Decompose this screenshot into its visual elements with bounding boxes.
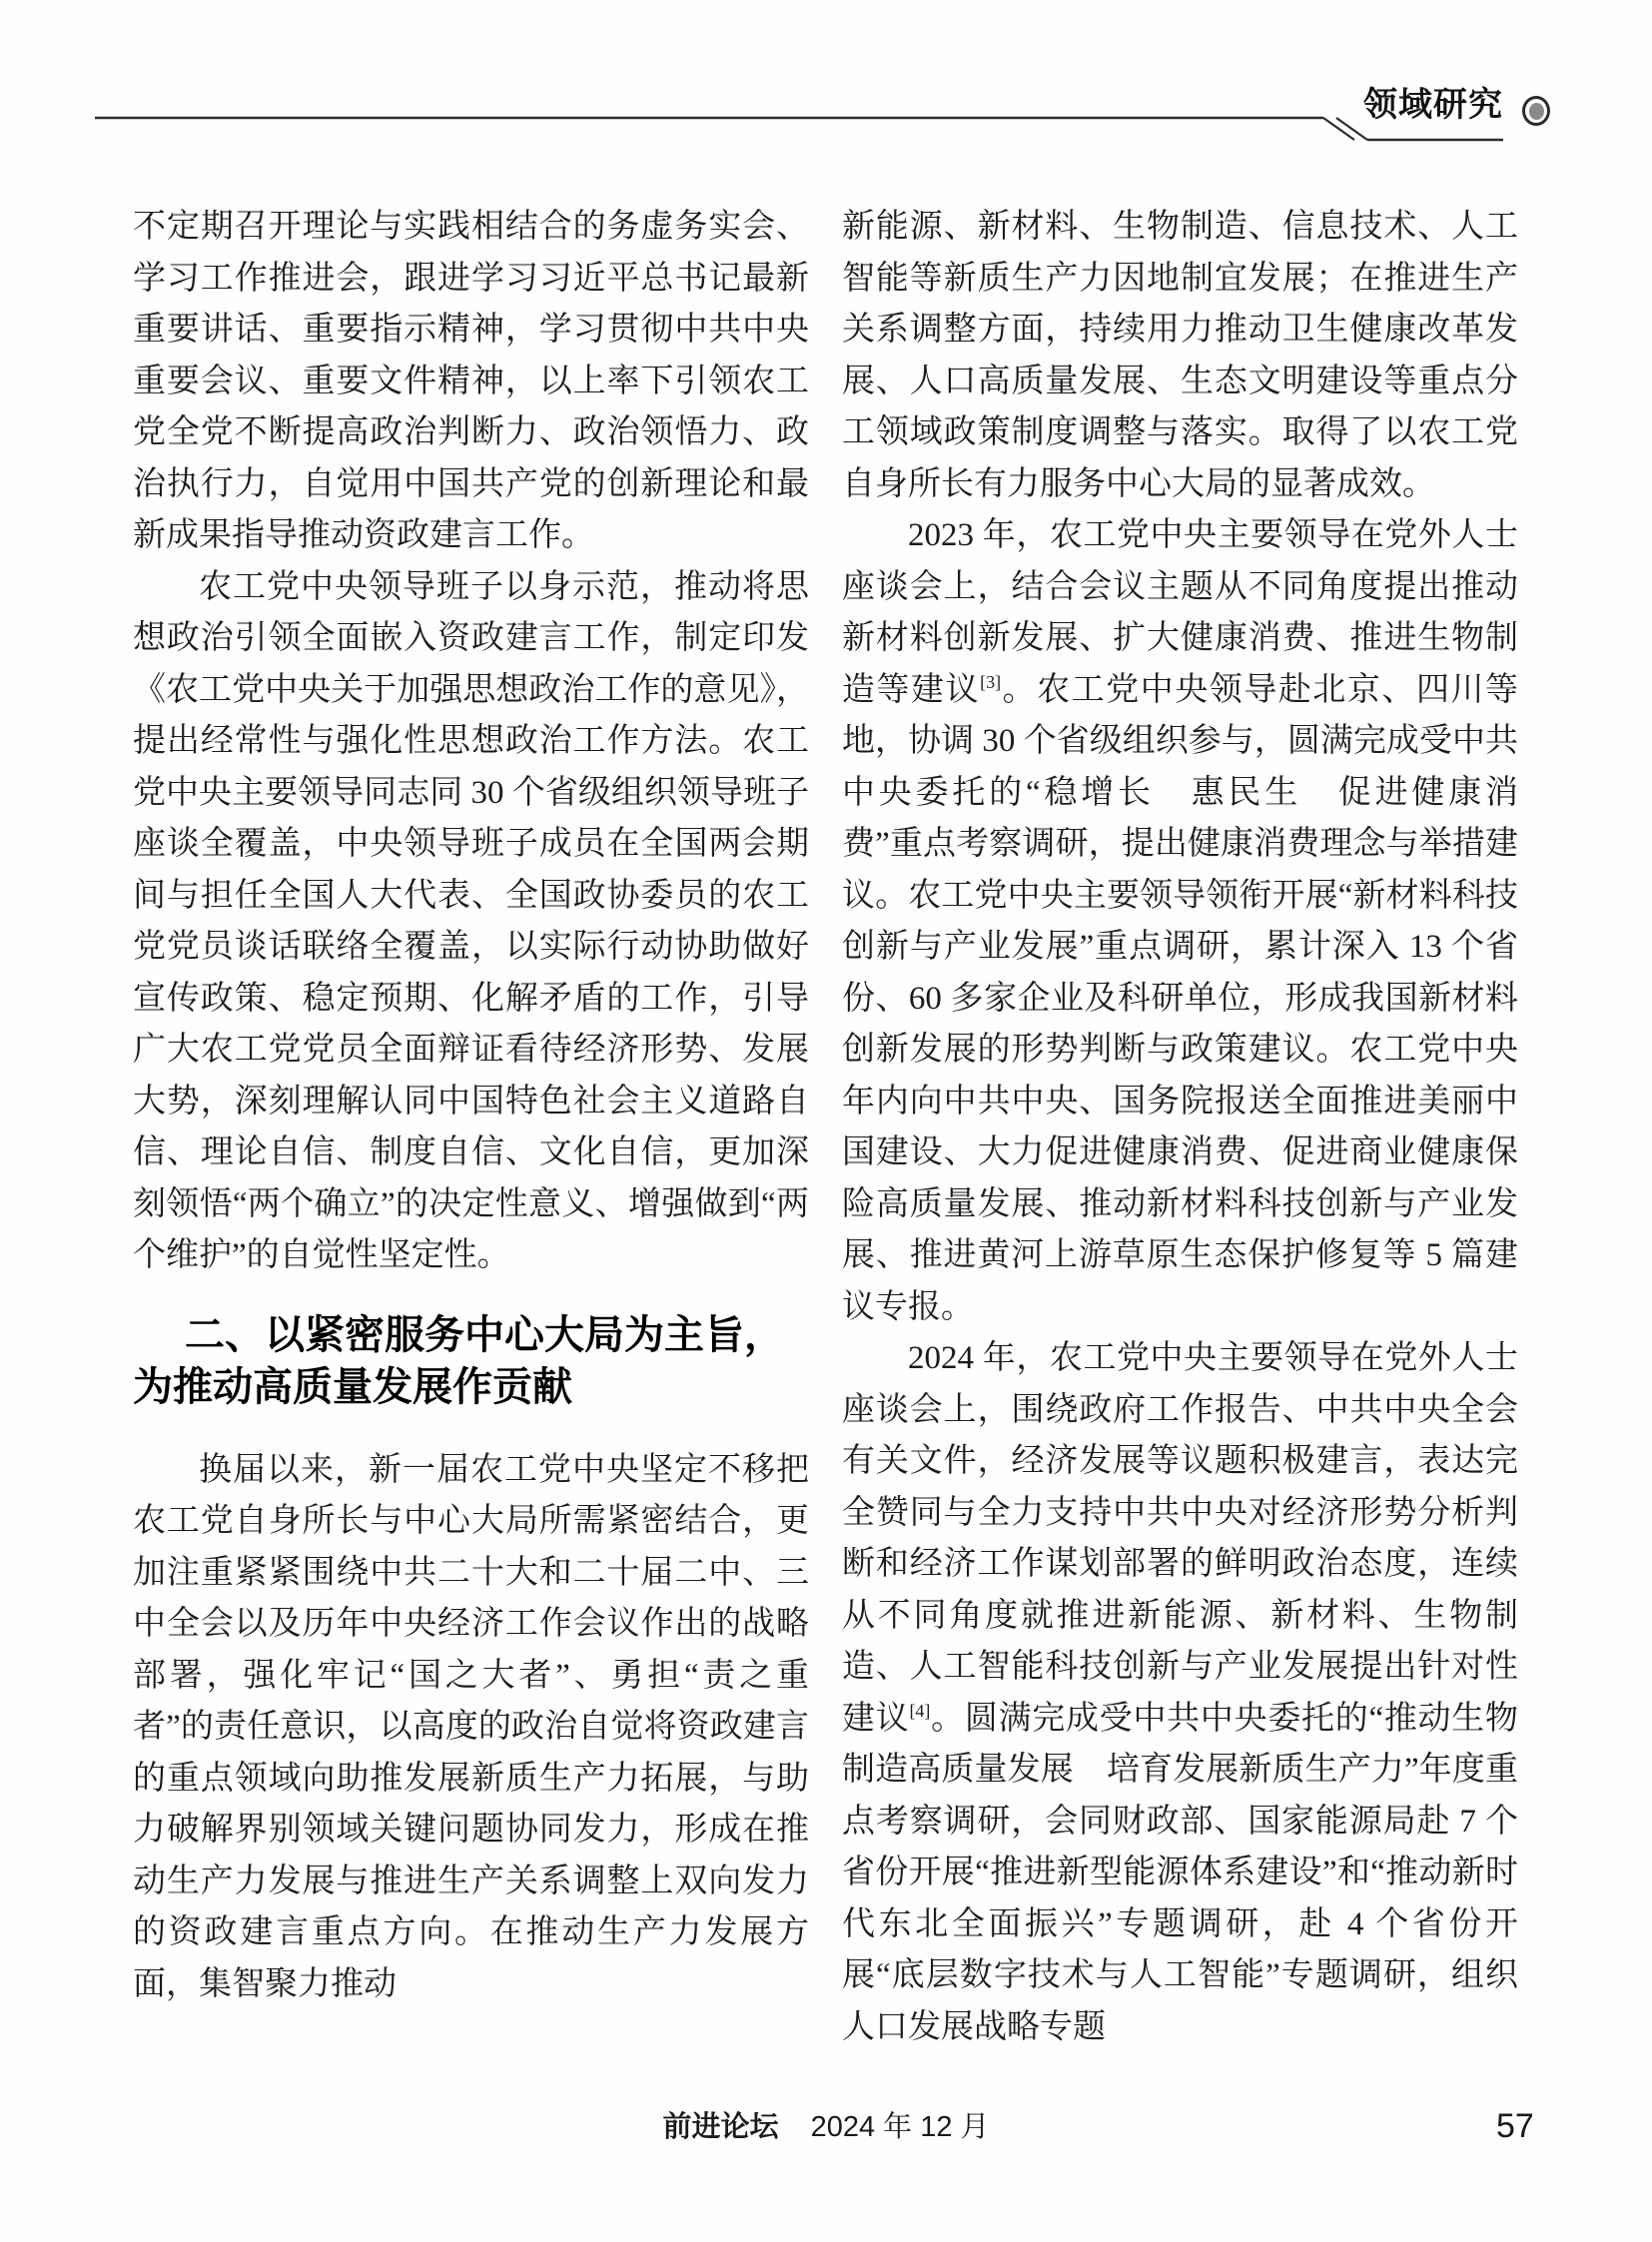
- left-column: [133, 202, 809, 2010]
- body-paragraph: 新能源、新材料、生物制造、信息技术、人工智能等新质生产力因地制宜发展；在推进生产关系调整方面，持续用力推动卫生健康改革发展、人口高质量发展、生态文明建设等重点分工领域政策制度调整与落实。取得了以农工党自身所长有力服务中心大局的显著成效。: [842, 209, 1518, 502]
- section-bullet-dot: [1529, 103, 1544, 120]
- header-rule: [0, 0, 1652, 170]
- issue-date: 2024 年 12 月: [810, 2111, 990, 2143]
- footnote-ref: [3]: [980, 671, 1002, 692]
- body-paragraph: 换届以来，新一届农工党中央坚定不移把农工党自身所长与中心大局所需紧密结合，更加注重紧紧围绕中共二十大和二十届二中、三中全会以及历年中央经济工作会议作出的战略部署，强化牢记“国之大者”、勇担“责之重者”的责任意识，以高度的政治自觉将资政建言的重点领域向助推发展新质生产力拓展，与助力破解界别领域关键问题协同发力，形成在推动生产力发展与推进生产关系调整上双向发力的资政建言重点方向。在推动生产力发展方面，集智聚力推动: [133, 1451, 809, 2002]
- footnote-ref: [4]: [909, 1700, 931, 1721]
- body-paragraph: 不定期召开理论与实践相结合的务虚务实会、学习工作推进会，跟进学习习近平总书记最新重要讲话、重要指示精神，学习贯彻中共中央重要会议、重要文件精神，以上率下引领农工党全党不断提高政治判断力、政治领悟力、政治执行力，自觉用中国共产党的创新理论和最新成果指导推动资政建言工作。: [133, 209, 809, 553]
- page-number: 57: [1496, 2107, 1534, 2145]
- body-paragraph: 农工党中央领导班子以身示范，推动将思想政治引领全面嵌入资政建言工作，制定印发《农工党中央关于加强思想政治工作的意见》，提出经常性与强化性思想政治工作方法。农工党中央主要领导同志同 30 个省级组织领导班子座谈全覆盖，中央领导班子成员在全国两会期间与担任全国人大代表、全国政协委员的农工党党员谈话联络全覆盖，以实际行动协助做好宣传政策、稳定预期、化解矛盾的工作，引导广大农工党党员全面辩证看待经济形势、发展大势，深刻理解认同中国特色社会主义道路自信、理论自信、制度自信、文化自信，更加深刻领悟“两个确立”的决定性意义、增强做到“两个维护”的自觉性坚定性。: [133, 568, 809, 1273]
- right-column: [842, 202, 1518, 2053]
- section-label: 领域研究: [1363, 86, 1503, 124]
- body-paragraph: 2023 年，农工党中央主要领导在党外人士座谈会上，结合会议主题从不同角度提出推动新材料创新发展、扩大健康消费、推进生物制造等建议[3]。农工党中央领导赴北京、四川等地，协调 30 个省级组织参与，圆满完成受中共中央委托的“稳增长 惠民生 促进健康消费”重点考察调研，提出健康消费理念与举措建议。农工党中央主要领导领衔开展“新材料科技创新与产业发展”重点调研，累计深入 13 个省份、60 多家企业及科研单位，形成我国新材料创新发展的形势判断与政策建议。农工党中央年内向中共中央、国务院报送全面推进美丽中国建设、大力促进健康消费、促进商业健康保险高质量发展、推动新材料科技创新与产业发展、推进黄河上游草原生态保护修复等 5 篇建议专报。: [842, 517, 1519, 1325]
- section-heading: 二、以紧密服务中心大局为主旨，为推动高质量发展作贡献: [133, 1312, 784, 1409]
- journal-name: 前进论坛: [662, 2111, 779, 2143]
- footer: [0, 2110, 1652, 2144]
- body-paragraph: 2024 年，农工党中央主要领导在党外人士座谈会上，围绕政府工作报告、中共中央全会有关文件，经济发展等议题积极建言，表达完全赞同与全力支持中共中央对经济形势分析判断和经济工作谋划部署的鲜明政治态度，连续从不同角度就推进新能源、新材料、生物制造、人工智能科技创新与产业发展提出针对性建议[4]。圆满完成受中共中央委托的“推动生物制造高质量发展 培育发展新质生产力”年度重点考察调研，会同财政部、国家能源局赴 7 个省份开展“推进新型能源体系建设”和“推动新时代东北全面振兴”专题调研，赴 4 个省份开展“底层数字技术与人工智能”专题调研，组织人口发展战略专题: [842, 1340, 1518, 2045]
- section-bullet-icon: [1522, 96, 1550, 126]
